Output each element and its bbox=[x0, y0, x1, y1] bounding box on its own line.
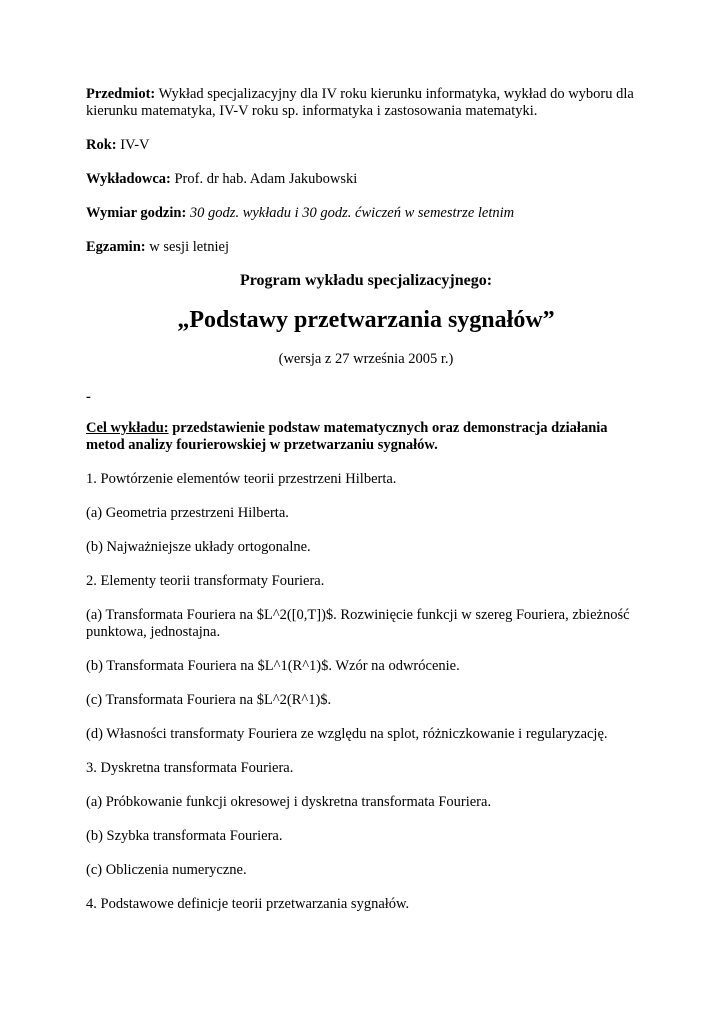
goal-label: Cel wykładu: bbox=[86, 420, 169, 436]
lecturer-label: Wykładowca: bbox=[86, 171, 171, 187]
document-title: „Podstawy przetwarzania sygnałów” bbox=[177, 307, 555, 333]
hours-line bbox=[86, 205, 646, 222]
exam-text: w sesji letniej bbox=[149, 239, 229, 255]
course-goal bbox=[86, 420, 646, 454]
hours-label: Wymiar godzin: bbox=[86, 205, 187, 221]
lecturer-line bbox=[86, 171, 646, 188]
list-item: (b) Transformata Fouriera na $L^1(R^1)$. Wzór na odwrócenie. bbox=[86, 658, 460, 674]
separator-dash: - bbox=[86, 389, 91, 405]
program-heading: Program wykładu specjalizacyjnego: bbox=[239, 272, 493, 289]
year-text: IV-V bbox=[120, 137, 150, 153]
list-item: (a) Próbkowanie funkcji okresowej i dyskretna transformata Fouriera. bbox=[86, 794, 492, 810]
version-line: (wersja z 27 września 2005 r.) bbox=[278, 351, 454, 367]
list-item: (b) Szybka transformata Fouriera. bbox=[86, 828, 283, 844]
hours-text: 30 godz. wykładu i 30 godz. ćwiczeń w semestrze letnim bbox=[189, 205, 515, 221]
list-item: (c) Transformata Fouriera na $L^2(R^1)$. bbox=[86, 692, 332, 708]
lecturer-text: Prof. dr hab. Adam Jakubowski bbox=[174, 171, 358, 187]
goal-text: przedstawienie podstaw matematycznych oraz demonstracja działania metod analizy fourierowskiej w przetwarzaniu sygnałów. bbox=[86, 420, 608, 453]
subject-label: Przedmiot: bbox=[86, 86, 156, 102]
list-item: (c) Obliczenia numeryczne. bbox=[86, 862, 247, 878]
list-item: 4. Podstawowe definicje teorii przetwarzania sygnałów. bbox=[86, 896, 410, 912]
list-item: (a) Geometria przestrzeni Hilberta. bbox=[86, 505, 289, 521]
list-item: 3. Dyskretna transformata Fouriera. bbox=[86, 760, 294, 776]
document-page bbox=[86, 86, 646, 930]
list-item: 1. Powtórzenie elementów teorii przestrzeni Hilberta. bbox=[86, 471, 397, 487]
list-item: (a) Transformata Fouriera na $L^2([0,T])$. Rozwinięcie funkcji w szereg Fouriera, zbieżność punktowa, jednostajna. bbox=[86, 607, 630, 640]
subject-text: Wykład specjalizacyjny dla IV roku kierunku informatyka, wykład do wyboru dla kierunku matematyka, IV-V roku sp. informatyka i zastosowania matematyki. bbox=[86, 86, 634, 119]
list-item: (d) Własności transformaty Fouriera ze względu na splot, różniczkowanie i regularyzację. bbox=[86, 726, 608, 742]
year-line bbox=[86, 137, 646, 154]
exam-line bbox=[86, 239, 646, 256]
list-item: (b) Najważniejsze układy ortogonalne. bbox=[86, 539, 311, 555]
subject-line bbox=[86, 86, 646, 120]
year-label: Rok: bbox=[86, 137, 117, 153]
exam-label: Egzamin: bbox=[86, 239, 146, 255]
list-item: 2. Elementy teorii transformaty Fouriera. bbox=[86, 573, 325, 589]
